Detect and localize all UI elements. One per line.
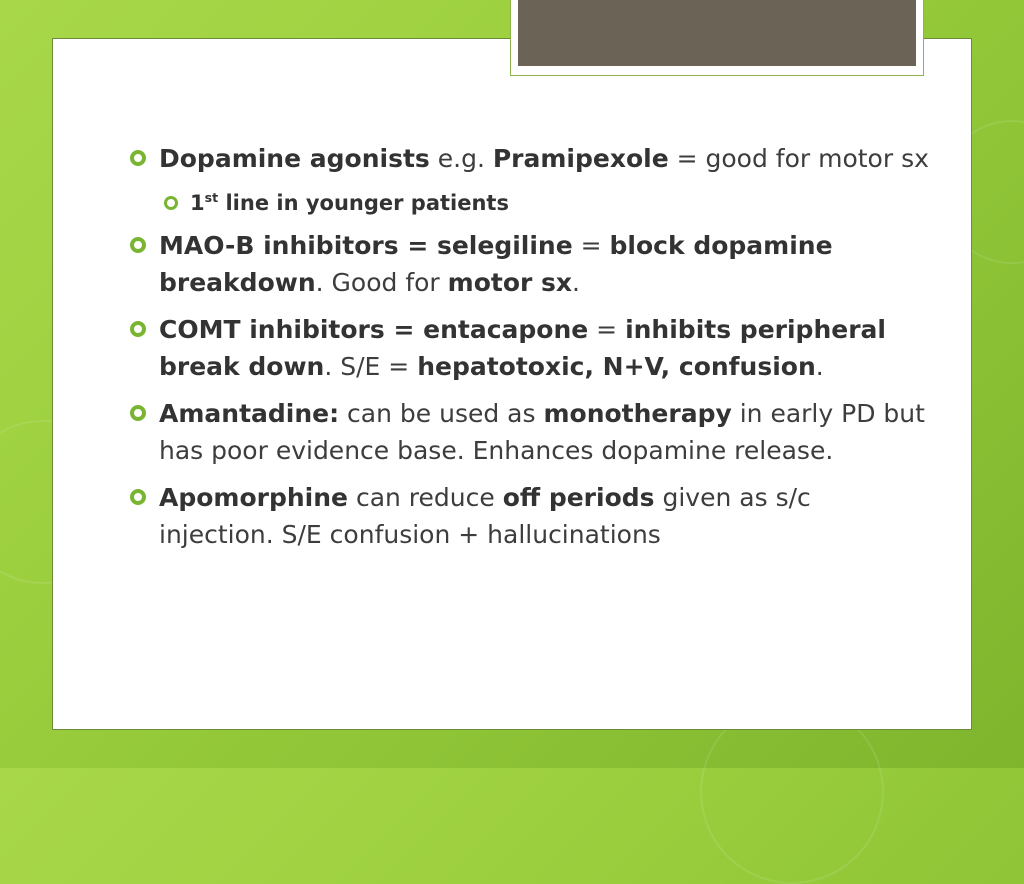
bullet-term: MAO-B inhibitors = selegiline (159, 231, 573, 260)
bullet-text: can reduce (348, 483, 503, 512)
bullet-term: off periods (502, 483, 655, 512)
sub-bullet-ordinal: st (204, 190, 219, 205)
bullet-ring-icon (130, 237, 146, 253)
bullet-comt (130, 311, 930, 385)
bullet-text: = good for motor sx (668, 144, 929, 173)
bullet-apomorphine (130, 479, 930, 553)
bullet-term: block dopamine breakdown (159, 231, 833, 297)
sub-bullet-first-line (130, 187, 930, 219)
bullet-term: Dopamine agonists (159, 144, 430, 173)
sub-bullet-text: line in younger patients (218, 191, 509, 215)
sub-bullet-number: 1 (190, 191, 205, 215)
bullet-term: inhibits peripheral break down (159, 315, 886, 381)
bullet-term: motor sx (447, 268, 573, 297)
bullet-ring-icon (130, 150, 146, 166)
bullet-text: = (588, 315, 626, 344)
bullet-text: . (815, 352, 824, 381)
bullet-text: e.g. (429, 144, 493, 173)
bullet-mao-b (130, 227, 930, 301)
bullet-term: hepatotoxic, N+V, confusion (417, 352, 816, 381)
bullet-ring-icon (164, 196, 178, 210)
bullet-ring-icon (130, 489, 146, 505)
bullet-amantadine (130, 395, 930, 469)
bullet-ring-icon (130, 405, 146, 421)
bullet-term: Amantadine: (159, 399, 340, 428)
bullet-text: = (572, 231, 610, 260)
bullet-text: in early PD but has poor evidence base. Enhances dopamine release. (159, 399, 925, 465)
bullet-ring-icon (130, 321, 146, 337)
title-placeholder (518, 0, 916, 66)
bullet-text: can be used as (339, 399, 544, 428)
bullet-text: . S/E = (324, 352, 418, 381)
bullet-term: monotherapy (543, 399, 732, 428)
bullet-list (130, 140, 930, 563)
bullet-dopamine-agonists (130, 140, 930, 177)
bullet-text: given as s/c injection. S/E confusion + hallucinations (159, 483, 811, 549)
bullet-term: Apomorphine (159, 483, 348, 512)
bullet-text: . (572, 268, 580, 297)
bullet-text: . Good for (315, 268, 448, 297)
bullet-term: Pramipexole (492, 144, 669, 173)
bullet-term: COMT inhibitors = entacapone (159, 315, 589, 344)
